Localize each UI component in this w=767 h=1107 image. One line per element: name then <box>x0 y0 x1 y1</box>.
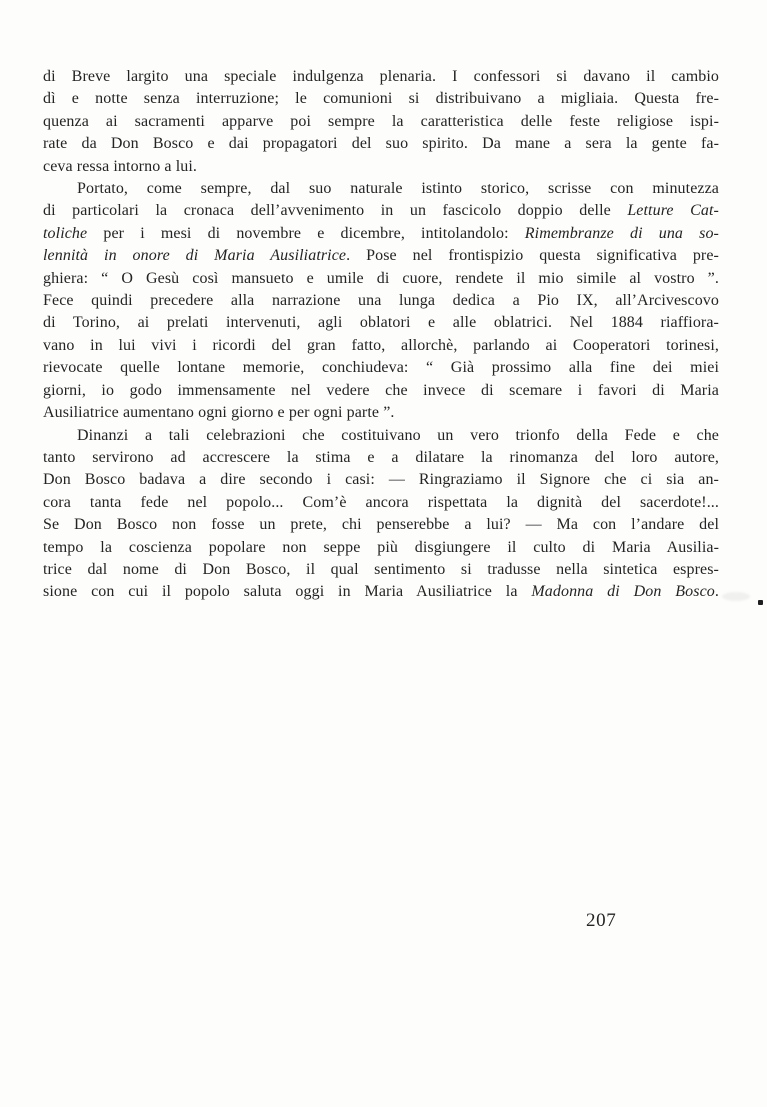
body-text: rate da Don Bosco e dai propagatori del suo spirito. Da mane a sera la gente fa- <box>43 135 719 153</box>
body-text: Don Bosco badava a dire secondo i casi: — Ringraziamo il Signore che ci sia an- <box>43 471 719 489</box>
text-line <box>43 402 719 424</box>
text-line <box>43 581 719 603</box>
paragraph-2 <box>43 178 719 424</box>
body-text: ceva ressa intorno a lui. <box>43 157 197 175</box>
body-text: Ausiliatrice aumentano ogni giorno e per ogni parte ”. <box>43 404 395 422</box>
text-line <box>43 312 719 334</box>
body-text: . <box>714 583 719 601</box>
text-line <box>43 223 719 245</box>
body-text: giorni, io godo immensamente nel vedere che invece di scemare i favori di Maria <box>43 381 719 399</box>
paragraph-1 <box>43 66 719 178</box>
body-text: di Torino, ai prelati intervenuti, agli oblatori e alle oblatrici. Nel 1884 riaffiora- <box>43 314 719 332</box>
body-text: cora tanta fede nel popolo... Com’è ancora rispettata la dignità del sacerdote!... <box>43 493 719 511</box>
text-line <box>43 290 719 312</box>
text-line <box>43 380 719 402</box>
body-text: tempo la coscienza popolare non seppe più disgiungere il culto di Maria Ausilia- <box>43 538 719 556</box>
text-line <box>43 425 719 447</box>
text-line <box>43 514 719 536</box>
italic-text: Madonna di Don Bosco <box>531 583 715 601</box>
body-text: dì e notte senza interruzione; le comunioni si distribuivano a migliaia. Questa fre- <box>43 90 719 108</box>
italic-text: Rimembranze di una so- <box>524 224 719 242</box>
body-text: Portato, come sempre, dal suo naturale istinto storico, scrisse con minutezza <box>77 180 719 198</box>
text-line <box>43 537 719 559</box>
page-number: 207 <box>586 910 617 931</box>
text-line <box>43 66 719 88</box>
body-text: quenza ai sacramenti apparve poi sempre la caratteristica delle feste religiose ispi- <box>43 112 719 130</box>
body-text: trice dal nome di Don Bosco, il qual sentimento si tradusse nella sintetica espres- <box>43 560 719 578</box>
text-line <box>43 156 719 178</box>
text-line <box>43 492 719 514</box>
text-line <box>43 88 719 110</box>
body-text: vano in lui vivi i ricordi del gran fatto, allorchè, parlando ai Cooperatori torinesi, <box>43 336 719 354</box>
body-text: sione con cui il popolo saluta oggi in Maria Ausiliatrice la <box>43 583 532 601</box>
text-line <box>43 335 719 357</box>
text-line <box>43 357 719 379</box>
body-text: di particolari la cronaca dell’avvenimento in un fascicolo doppio delle <box>43 202 628 220</box>
italic-text: lennità in onore di Maria Ausiliatrice <box>43 247 347 265</box>
text-line <box>43 111 719 133</box>
smudge-artifact <box>722 592 750 601</box>
text-block <box>43 66 719 604</box>
body-text: Fece quindi precedere alla narrazione una lunga dedica a Pio IX, all’Arcivescovo <box>43 292 719 310</box>
text-line <box>43 133 719 155</box>
paragraph-3 <box>43 425 719 604</box>
text-line <box>43 469 719 491</box>
body-text: . Pose nel frontispizio questa significativa pre- <box>346 247 719 265</box>
italic-text: toliche <box>43 224 88 242</box>
body-text: tanto servirono ad accrescere la stima e a dilatare la rinomanza del loro autore, <box>43 448 719 466</box>
italic-text: Letture Cat- <box>627 202 719 220</box>
text-line <box>43 245 719 267</box>
body-text: ghiera: “ O Gesù così mansueto e umile di cuore, rendete il mio simile al vostro ”. <box>43 269 719 287</box>
text-line <box>43 268 719 290</box>
ink-spot-artifact <box>758 600 763 605</box>
body-text: Dinanzi a tali celebrazioni che costituivano un vero trionfo della Fede e che <box>77 426 719 444</box>
body-text: di Breve largito una speciale indulgenza plenaria. I confessori si davano il cambio <box>43 68 719 85</box>
body-text: Se Don Bosco non fosse un prete, chi penserebbe a lui? — Ma con l’andare del <box>43 516 719 534</box>
text-line <box>43 447 719 469</box>
text-line <box>43 200 719 222</box>
body-text: per i mesi di novembre e dicembre, intitolandolo: <box>87 224 525 242</box>
body-text: rievocate quelle lontane memorie, conchiudeva: “ Già prossimo alla fine dei miei <box>43 359 719 377</box>
text-line <box>43 178 719 200</box>
text-line <box>43 559 719 581</box>
